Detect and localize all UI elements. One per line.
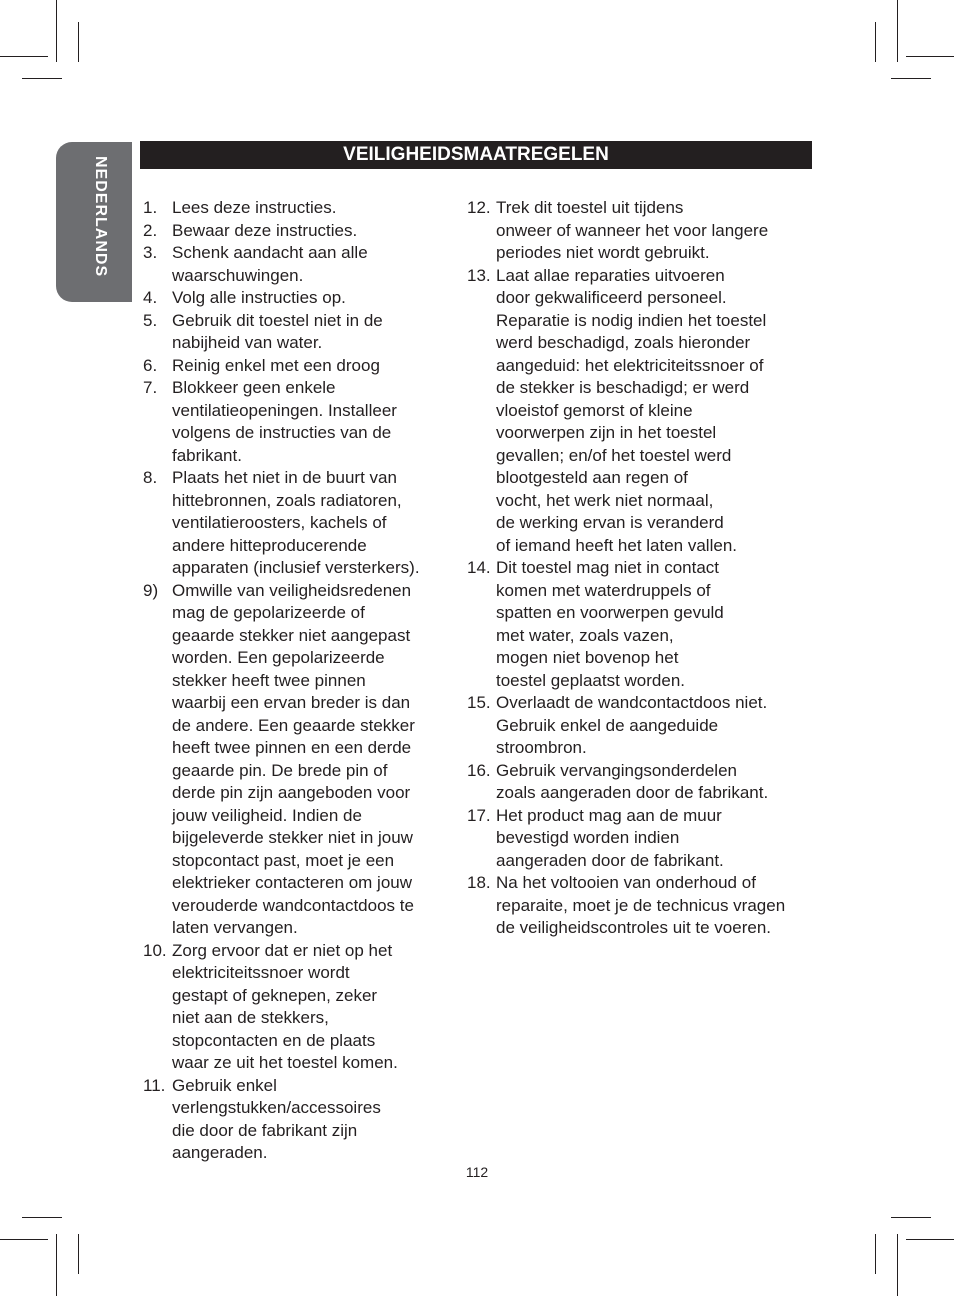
instruction-number: 18.	[467, 873, 491, 892]
instruction-line: of iemand heeft het laten vallen.	[496, 535, 737, 555]
instruction-item	[467, 872, 813, 940]
instruction-line: met water, zoals vazen,	[496, 625, 674, 645]
instruction-text	[172, 220, 448, 243]
instruction-line: derde pin zijn aangeboden voor	[172, 783, 411, 802]
instruction-number: 17.	[467, 805, 491, 825]
instruction-line: Trek dit toestel uit tijdens	[496, 198, 684, 217]
instruction-line: die door de fabrikant zijn	[172, 1120, 358, 1140]
instruction-number: 8.	[143, 468, 158, 487]
instruction-text	[172, 197, 448, 220]
instruction-item	[467, 557, 813, 692]
instruction-line: Reparatie is nodig indien het toestel	[496, 310, 767, 330]
instruction-line: elektrieker contacteren om jouw	[172, 873, 413, 892]
language-tab-label: NEDERLANDS	[92, 156, 109, 278]
instruction-line: ventilatieroosters, kachels of	[172, 513, 387, 532]
instruction-line: mag de gepolarizeerde of	[172, 603, 365, 622]
instruction-item	[143, 377, 448, 467]
instruction-item	[143, 287, 448, 310]
instruction-line: Gebruik dit toestel niet in de	[172, 310, 383, 330]
instruction-line: komen met waterdruppels of	[496, 580, 711, 600]
instruction-item	[143, 242, 448, 287]
page-number: 112	[465, 1164, 489, 1180]
instruction-item	[143, 197, 448, 220]
instruction-line: voorwerpen zijn in het toestel	[496, 423, 717, 442]
instruction-number: 1.	[143, 198, 158, 217]
instruction-line: aangeraden.	[172, 1143, 268, 1162]
instruction-line: toestel geplaatst worden.	[496, 670, 686, 690]
instruction-item	[143, 355, 448, 378]
instruction-text	[172, 580, 448, 940]
instruction-line: door gekwalificeerd personeel.	[496, 288, 727, 307]
instruction-line: vloeistof gemorst of kleine	[496, 400, 693, 420]
instruction-number: 4.	[143, 288, 158, 307]
instruction-line: hittebronnen, zoals radiatoren,	[172, 490, 402, 510]
instruction-text	[496, 197, 813, 265]
instruction-line: mogen niet bovenop het	[496, 648, 679, 667]
instruction-line: Na het voltooien van onderhoud of	[496, 873, 756, 892]
instruction-line: waarschuwingen.	[172, 265, 304, 285]
instruction-line: werd beschadigd, zoals hieronder	[496, 333, 751, 352]
instruction-line: Bewaar deze instructies.	[172, 220, 358, 240]
instruction-line: waar ze uit het toestel komen.	[172, 1053, 398, 1072]
instruction-line: de stekker is beschadigd; er werd	[496, 378, 750, 397]
instruction-line: verouderde wandcontactdoos te	[172, 895, 414, 915]
instruction-line: worden. Een gepolarizeerde	[172, 648, 385, 667]
instruction-line: bevestigd worden indien	[496, 828, 680, 847]
instruction-item	[143, 467, 448, 580]
instruction-text	[172, 310, 448, 355]
instruction-line: zoals aangeraden door de fabrikant.	[496, 783, 769, 802]
instruction-line: Het product mag aan de muur	[496, 805, 722, 825]
instruction-number: 12.	[467, 198, 491, 217]
instruction-line: waarbij een ervan breder is dan	[172, 693, 411, 712]
instruction-line: stopcontacten en de plaats	[172, 1030, 376, 1050]
instruction-number: 3.	[143, 243, 158, 262]
instruction-line: Volg alle instructies op.	[172, 288, 346, 307]
instruction-line: apparaten (inclusief versterkers).	[172, 558, 420, 577]
instruction-item	[143, 1075, 448, 1165]
instruction-item	[143, 310, 448, 355]
instruction-line: de werking ervan is veranderd	[496, 513, 724, 532]
instruction-line: de veiligheidscontroles uit te voeren.	[496, 918, 771, 937]
instruction-line: stroombron.	[496, 738, 587, 757]
instruction-item	[467, 760, 813, 805]
instruction-line: jouw veiligheid. Indien de	[172, 805, 362, 825]
instruction-text	[172, 242, 448, 287]
instruction-line: andere hitteproducerende	[172, 535, 367, 555]
section-title: VEILIGHEIDSMAATREGELEN	[140, 141, 812, 169]
instruction-line: Zorg ervoor dat er niet op het	[172, 940, 393, 960]
instruction-line: elektriciteitssnoer wordt	[172, 963, 350, 982]
instruction-line: geaarde pin. De brede pin of	[172, 760, 388, 780]
instruction-line: Dit toestel mag niet in contact	[496, 558, 720, 577]
instruction-text	[172, 355, 448, 378]
instruction-line: heeft twee pinnen en een derde	[172, 738, 412, 757]
instruction-number: 14.	[467, 558, 491, 577]
instruction-number: 9)	[143, 580, 159, 600]
instruction-line: vocht, het werk niet normaal,	[496, 490, 714, 510]
instruction-line: niet aan de stekkers,	[172, 1008, 329, 1027]
instruction-line: Laat allae reparaties uitvoeren	[496, 265, 725, 285]
instruction-line: ventilatieopeningen. Installeer	[172, 400, 397, 420]
instruction-item	[467, 265, 813, 558]
instructions-right-column	[467, 197, 813, 940]
instruction-line: Gebruik vervangingsonderdelen	[496, 760, 737, 780]
instruction-line: stopcontact past, moet je een	[172, 850, 395, 870]
instruction-line: Omwille van veiligheidsredenen	[172, 580, 412, 600]
instruction-text	[496, 805, 813, 873]
instruction-line: geaarde stekker niet aangepast	[172, 625, 411, 645]
instruction-number: 10.	[143, 940, 167, 960]
instruction-line: verlengstukken/accessoires	[172, 1098, 381, 1117]
instruction-line: Lees deze instructies.	[172, 198, 337, 217]
instruction-text	[172, 467, 448, 580]
instruction-line: Plaats het niet in de buurt van	[172, 468, 397, 487]
instruction-line: laten vervangen.	[172, 918, 298, 937]
instruction-line: blootgesteld aan regen of	[496, 468, 688, 487]
instruction-item	[143, 580, 448, 940]
instruction-line: aangeduid: het elektriciteitssnoer of	[496, 355, 764, 375]
instruction-line: aangeraden door de fabrikant.	[496, 850, 724, 870]
instruction-line: periodes niet wordt gebruikt.	[496, 243, 710, 262]
instruction-line: Schenk aandacht aan alle	[172, 243, 368, 262]
instruction-number: 2.	[143, 220, 158, 240]
instructions-left-column	[143, 197, 448, 1165]
instruction-item	[467, 692, 813, 760]
instruction-text	[496, 692, 813, 760]
instruction-line: spatten en voorwerpen gevuld	[496, 603, 724, 622]
instruction-line: stekker heeft twee pinnen	[172, 670, 366, 690]
instruction-number: 16.	[467, 760, 491, 780]
instruction-text	[172, 287, 448, 310]
instruction-text	[172, 1075, 448, 1165]
instruction-number: 15.	[467, 693, 491, 712]
instruction-line: onweer of wanneer het voor langere	[496, 220, 769, 240]
instruction-item	[143, 220, 448, 243]
instruction-text	[172, 377, 448, 467]
instruction-number: 13.	[467, 265, 491, 285]
instruction-line: Blokkeer geen enkele	[172, 378, 336, 397]
instruction-number: 11.	[143, 1075, 166, 1095]
instruction-line: reparaite, moet je de technicus vragen	[496, 895, 786, 915]
instruction-text	[172, 940, 448, 1075]
instruction-number: 6.	[143, 355, 158, 375]
instruction-item	[467, 805, 813, 873]
instruction-line: volgens de instructies van de	[172, 423, 392, 442]
instruction-number: 5.	[143, 310, 158, 330]
instruction-text	[496, 760, 813, 805]
instruction-line: Gebruik enkel de aangeduide	[496, 715, 719, 735]
instruction-line: de andere. Een geaarde stekker	[172, 715, 415, 735]
instruction-line: fabrikant.	[172, 445, 242, 465]
instruction-number: 7.	[143, 378, 158, 397]
instruction-text	[496, 265, 813, 558]
instruction-text	[496, 557, 813, 692]
instruction-line: gevallen; en/of het toestel werd	[496, 445, 732, 465]
instruction-line: Overlaadt de wandcontactdoos niet.	[496, 693, 768, 712]
instruction-line: nabijheid van water.	[172, 333, 323, 352]
instruction-line: gestapt of geknepen, zeker	[172, 985, 378, 1005]
instruction-text	[496, 872, 813, 940]
instruction-line: Reinig enkel met een droog	[172, 355, 380, 375]
instruction-item	[467, 197, 813, 265]
instruction-line: Gebruik enkel	[172, 1075, 277, 1095]
instruction-line: bijgeleverde stekker niet in jouw	[172, 828, 413, 847]
instruction-item	[143, 940, 448, 1075]
